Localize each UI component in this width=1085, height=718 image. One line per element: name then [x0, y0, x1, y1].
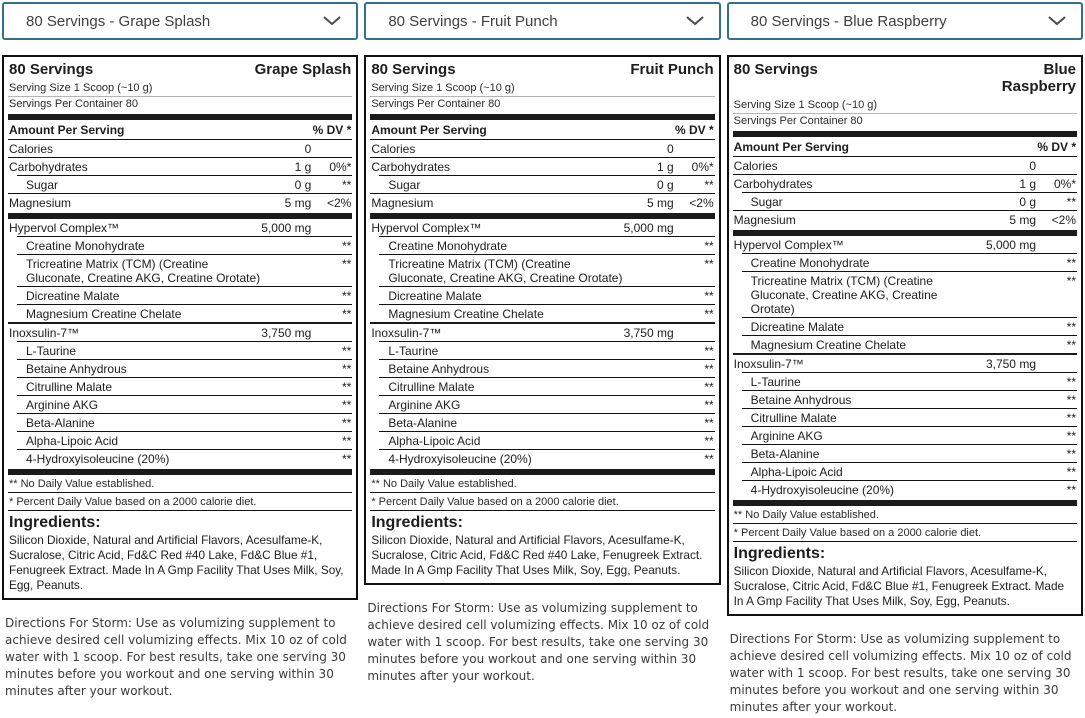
table-row [379, 377, 714, 395]
nutrient-amount: 5 mg [284, 196, 312, 210]
table-row [8, 324, 352, 341]
nutrient-dv: <2% [1051, 213, 1076, 227]
ingredients-heading: Ingredients: [371, 514, 463, 531]
table-row [742, 444, 1077, 462]
table-row [17, 359, 352, 377]
ingredients-heading: Ingredients: [9, 514, 101, 531]
table-row [733, 210, 1077, 228]
nutrient-label: Magnesium [733, 213, 796, 227]
flavor-name: Blue Raspberry [1001, 61, 1076, 95]
flavor-panel [2, 2, 358, 716]
table-row [379, 449, 714, 467]
footnote-percent-dv: * Percent Daily Value based on a 2000 calorie diet. [733, 524, 1077, 542]
nutrient-label: Arginine AKG [388, 398, 461, 412]
nutrient-label: Citrulline Malate [750, 411, 837, 425]
table-row [742, 372, 1077, 390]
table-row [17, 236, 352, 254]
nutrient-amount: 3,750 mg [261, 326, 312, 340]
nutrient-label: Dicreatine Malate [26, 289, 120, 303]
nutrient-dv: ** [1066, 429, 1076, 443]
flavor-select[interactable] [364, 2, 720, 40]
table-row [370, 157, 714, 175]
nutrient-label: Carbohydrates [371, 160, 451, 174]
footnote-no-dv: ** No Daily Value established. [8, 475, 352, 493]
nutrient-dv: ** [704, 178, 714, 192]
nutrient-label: 4-Hydroxyisoleucine (20%) [388, 452, 532, 466]
table-row [733, 174, 1077, 192]
nutrient-dv: ** [704, 289, 714, 303]
nutrient-label: Hypervol Complex™ [371, 221, 482, 235]
amount-per-serving-header [8, 120, 352, 140]
nutrient-rows [733, 157, 1077, 506]
nutrient-amount: 1 g [1019, 177, 1036, 191]
nutrient-label: Magnesium Creatine Chelate [388, 307, 544, 321]
amount-header-label: Amount Per Serving [371, 123, 487, 137]
nutrient-amount: 5,000 mg [623, 221, 674, 235]
flavor-panel [364, 2, 720, 716]
footnote-percent-dv: * Percent Daily Value based on a 2000 calorie diet. [370, 493, 714, 511]
nutrient-label: Beta-Alanine [750, 447, 820, 461]
flavor-select-label: 80 Servings - Fruit Punch [388, 12, 558, 30]
nutrient-label: L-Taurine [26, 344, 77, 358]
nutrient-label: Creatine Monohydrate [388, 239, 508, 253]
table-row [8, 140, 352, 157]
supplement-facts-box [727, 55, 1083, 616]
chevron-down-icon [686, 16, 704, 26]
table-row [17, 175, 352, 193]
nutrient-dv: ** [341, 398, 352, 412]
nutrient-dv: ** [704, 434, 714, 448]
nutrient-label: Magnesium [9, 196, 72, 210]
dv-header-label: % DV * [1037, 140, 1076, 154]
nutrient-dv: ** [1066, 195, 1076, 209]
nutrient-amount: 5 mg [646, 196, 674, 210]
facts-title-row [370, 59, 714, 81]
directions-text: Directions For Storm: Use as volumizing supplement to achieve desired cell volumizing effects. Mix 10 oz of cold water with 1 scoop. For best results, take one serving 30 minutes before you workout and one serving within 30 minutes after your workout. [5, 616, 347, 698]
amount-header-label: Amount Per Serving [9, 123, 125, 137]
table-row [742, 335, 1077, 353]
nutrient-label: Carbohydrates [9, 160, 88, 174]
table-row [17, 431, 352, 449]
nutrient-label: Carbohydrates [733, 177, 813, 191]
nutrient-label: Inoxsulin-7™ [733, 357, 804, 371]
nutrient-dv: ** [704, 398, 714, 412]
footnote-percent-dv: * Percent Daily Value based on a 2000 calorie diet. [8, 493, 352, 511]
nutrient-label: Betaine Anhydrous [26, 362, 127, 376]
nutrient-label: Alpha-Lipoic Acid [388, 434, 481, 448]
nutrient-label: Inoxsulin-7™ [9, 326, 80, 340]
nutrient-dv: ** [704, 452, 714, 466]
table-row [8, 193, 352, 211]
nutrient-label: Citrulline Malate [388, 380, 475, 394]
chevron-down-icon [1048, 16, 1066, 26]
flavor-panel [727, 2, 1083, 716]
nutrient-dv: ** [1066, 375, 1076, 389]
table-row [17, 286, 352, 304]
nutrient-dv: ** [341, 416, 352, 430]
amount-header-label: Amount Per Serving [733, 140, 850, 154]
flavor-select[interactable] [727, 2, 1083, 40]
directions-text: Directions For Storm: Use as volumizing supplement to achieve desired cell volumizing effects. Mix 10 oz of cold water with 1 scoop. For best results, take one serving 30 minutes before you workout and one serving within 30 minutes after your workout. [367, 601, 710, 683]
table-row [370, 140, 714, 157]
table-row [8, 219, 352, 236]
servings-per-container: Servings Per Container 80 [371, 98, 501, 110]
nutrient-label: Alpha-Lipoic Acid [750, 465, 843, 479]
nutrient-label: Creatine Monohydrate [750, 256, 870, 270]
table-row [742, 408, 1077, 426]
table-row [742, 271, 1077, 317]
nutrient-label: Creatine Monohydrate [26, 239, 145, 253]
nutrient-dv: ** [1066, 274, 1076, 288]
table-row [742, 192, 1077, 210]
footnote-no-dv: ** No Daily Value established. [733, 506, 1077, 524]
nutrient-label: Tricreatine Matrix (TCM) (Creatine Gluconate, Creatine AKG, Creatine Orotate) [750, 274, 938, 316]
nutrient-dv: <2% [689, 196, 714, 210]
nutrient-rows [8, 140, 352, 475]
flavor-name: Grape Splash [254, 61, 352, 78]
nutrient-label: Magnesium Creatine Chelate [750, 338, 907, 352]
table-row [742, 253, 1077, 271]
footnote-no-dv: ** No Daily Value established. [370, 475, 714, 493]
nutrient-rows [370, 140, 714, 475]
table-row [17, 341, 352, 359]
table-row [17, 449, 352, 467]
nutrient-dv: ** [704, 416, 714, 430]
nutrient-dv: ** [341, 178, 352, 192]
supplement-facts-box [364, 55, 720, 585]
nutrient-amount: 1 g [656, 160, 674, 174]
table-row [379, 175, 714, 193]
nutrient-dv: ** [341, 239, 352, 253]
nutrient-dv: <2% [326, 196, 352, 210]
dv-header-label: % DV * [674, 123, 714, 137]
nutrient-label: Hypervol Complex™ [733, 238, 844, 252]
nutrient-dv: ** [1066, 256, 1076, 270]
servings-per-container: Servings Per Container 80 [9, 98, 139, 110]
ingredients-text: Silicon Dioxide, Natural and Artificial Flavors, Acesulfame-K, Sucralose, Citric Acid, Fd&C Blue #1, Fenugreek Extract. Made In A Gmp Facility That Uses Milk, Soy, Egg, Peanuts. [733, 564, 1065, 608]
table-row [733, 236, 1077, 253]
nutrient-label: 4-Hydroxyisoleucine (20%) [26, 452, 170, 466]
nutrient-label: Calories [9, 142, 54, 156]
dv-header-label: % DV * [312, 123, 352, 137]
nutrient-dv: 0%* [691, 160, 714, 174]
flavor-select-label: 80 Servings - Blue Raspberry [750, 12, 947, 30]
nutrient-amount: 3,750 mg [623, 326, 674, 340]
nutrient-label: Hypervol Complex™ [9, 221, 120, 235]
table-row [379, 304, 714, 322]
table-row [742, 462, 1077, 480]
nutrient-label: Sugar [26, 178, 59, 192]
table-row [370, 219, 714, 236]
facts-title-row [8, 59, 352, 81]
nutrient-dv: ** [341, 362, 352, 376]
nutrient-dv: ** [704, 344, 714, 358]
table-row [17, 395, 352, 413]
nutrient-amount: 5,000 mg [985, 238, 1036, 252]
ingredients-heading: Ingredients: [733, 545, 826, 562]
table-row [17, 254, 352, 286]
serving-size: Serving Size 1 Scoop (~10 g) [8, 81, 352, 97]
table-row [8, 157, 352, 175]
nutrient-label: Sugar [388, 178, 421, 192]
table-row [733, 157, 1077, 174]
table-row [379, 341, 714, 359]
servings-per-container: Servings Per Container 80 [733, 115, 863, 127]
table-row [379, 359, 714, 377]
nutrient-label: Betaine Anhydrous [750, 393, 852, 407]
servings-title: 80 Servings [9, 61, 94, 78]
nutrient-label: Sugar [750, 195, 783, 209]
nutrient-label: Calories [733, 159, 778, 173]
table-row [379, 413, 714, 431]
nutrient-dv: ** [1066, 411, 1076, 425]
nutrient-label: L-Taurine [750, 375, 801, 389]
nutrient-dv: 0%* [1053, 177, 1076, 191]
nutrient-amount: 3,750 mg [985, 357, 1036, 371]
nutrient-label: 4-Hydroxyisoleucine (20%) [750, 483, 895, 497]
nutrient-dv: ** [1066, 320, 1076, 334]
flavor-select-label: 80 Servings - Grape Splash [26, 12, 211, 30]
nutrient-amount: 5 mg [1009, 213, 1036, 227]
nutrient-label: Beta-Alanine [388, 416, 458, 430]
table-row [379, 431, 714, 449]
nutrient-dv: 0%* [329, 160, 352, 174]
nutrient-amount: 1 g [294, 160, 312, 174]
nutrient-label: Alpha-Lipoic Acid [26, 434, 119, 448]
chevron-down-icon [323, 16, 341, 26]
table-row [742, 317, 1077, 335]
table-row [17, 377, 352, 395]
nutrient-amount: 0 g [294, 178, 312, 192]
servings-title: 80 Servings [371, 61, 456, 78]
table-row [370, 193, 714, 211]
nutrient-label: Beta-Alanine [26, 416, 95, 430]
nutrient-label: Dicreatine Malate [388, 289, 482, 303]
table-row [733, 355, 1077, 372]
nutrient-dv: ** [341, 307, 352, 321]
nutrient-dv: ** [1066, 483, 1076, 497]
nutrient-dv: ** [341, 380, 352, 394]
nutrient-label: Dicreatine Malate [750, 320, 845, 334]
nutrient-amount: 0 g [656, 178, 674, 192]
nutrient-dv: ** [704, 307, 714, 321]
nutrient-dv: ** [341, 257, 352, 271]
amount-per-serving-header [733, 137, 1077, 157]
flavor-name: Fruit Punch [630, 61, 714, 78]
ingredients-text: Silicon Dioxide, Natural and Artificial Flavors, Acesulfame-K, Sucralose, Citric Acid, Fd&C Red #40 Lake, Fd&C Blue #1, Fenugreek Extract. Made In A Gmp Facility That Uses Milk, Soy, Egg, Peanuts. [9, 533, 344, 592]
nutrient-label: Magnesium [371, 196, 434, 210]
nutrient-dv: ** [341, 344, 352, 358]
nutrient-dv: ** [704, 257, 714, 271]
table-row [370, 324, 714, 341]
nutrient-label: Betaine Anhydrous [388, 362, 490, 376]
flavor-select[interactable] [2, 2, 358, 40]
serving-size: Serving Size 1 Scoop (~10 g) [370, 81, 714, 97]
table-row [379, 395, 714, 413]
nutrient-label: Inoxsulin-7™ [371, 326, 442, 340]
ingredients-text: Silicon Dioxide, Natural and Artificial Flavors, Acesulfame-K, Sucralose, Citric Acid, Fd&C Red #40 Lake, Fenugreek Extract. Made In A Gmp Facility That Uses Milk, Soy, Egg, Peanuts. [371, 533, 703, 577]
nutrient-dv: ** [1066, 338, 1076, 352]
nutrient-label: Magnesium Creatine Chelate [26, 307, 182, 321]
nutrient-dv: ** [704, 239, 714, 253]
table-row [17, 304, 352, 322]
table-row [742, 480, 1077, 498]
nutrient-label: Citrulline Malate [26, 380, 113, 394]
directions-text: Directions For Storm: Use as volumizing supplement to achieve desired cell volumizing effects. Mix 10 oz of cold water with 1 scoop. For best results, take one serving 30 minutes before you workout and one serving within 30 minutes after your workout. [729, 632, 1072, 714]
serving-size: Serving Size 1 Scoop (~10 g) [733, 98, 1077, 114]
servings-title: 80 Servings [733, 61, 818, 78]
amount-per-serving-header [370, 120, 714, 140]
nutrient-amount: 0 [1029, 159, 1036, 173]
table-row [742, 426, 1077, 444]
table-row [379, 254, 714, 286]
table-row [379, 286, 714, 304]
nutrient-label: Tricreatine Matrix (TCM) (Creatine Gluconate, Creatine AKG, Creatine Orotate) [26, 257, 261, 285]
nutrient-label: Arginine AKG [750, 429, 823, 443]
supplement-facts-box [2, 55, 358, 600]
nutrient-dv: ** [1066, 465, 1076, 479]
nutrient-dv: ** [341, 434, 352, 448]
nutrient-amount: 0 g [1019, 195, 1036, 209]
nutrient-label: Tricreatine Matrix (TCM) (Creatine Gluconate, Creatine AKG, Creatine Orotate) [388, 257, 623, 285]
nutrient-dv: ** [1066, 393, 1076, 407]
nutrient-label: Arginine AKG [26, 398, 99, 412]
nutrient-label: Calories [371, 142, 416, 156]
nutrient-amount: 0 [666, 142, 674, 156]
nutrient-amount: 0 [304, 142, 312, 156]
nutrient-dv: ** [704, 380, 714, 394]
nutrient-dv: ** [1066, 447, 1076, 461]
table-row [379, 236, 714, 254]
facts-title-row [733, 59, 1077, 98]
nutrient-dv: ** [341, 289, 352, 303]
nutrient-label: L-Taurine [388, 344, 439, 358]
nutrient-dv: ** [341, 452, 352, 466]
table-row [742, 390, 1077, 408]
table-row [17, 413, 352, 431]
nutrient-dv: ** [704, 362, 714, 376]
nutrient-amount: 5,000 mg [261, 221, 312, 235]
